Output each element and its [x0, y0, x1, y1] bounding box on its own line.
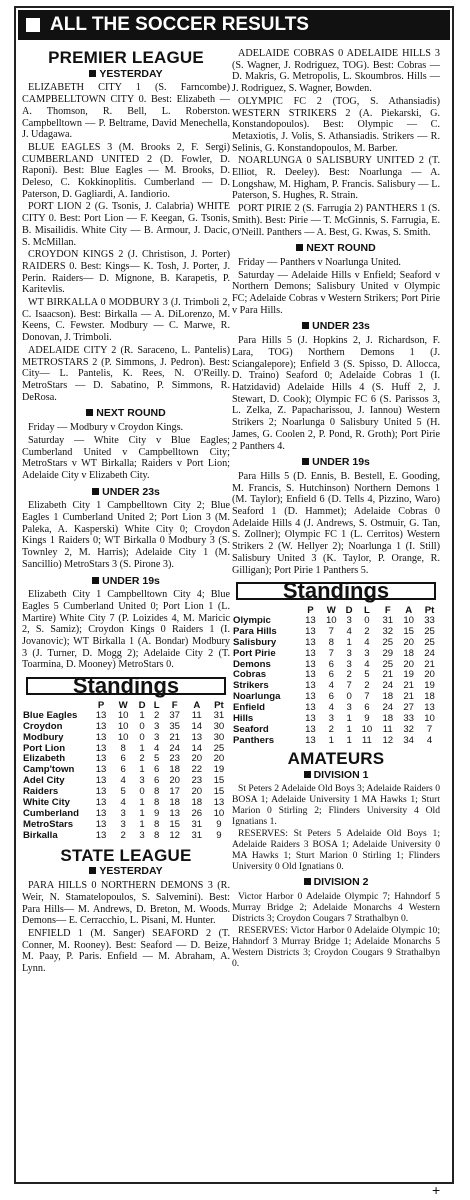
standings-cell: 3	[346, 702, 352, 714]
standings-cell: 12	[169, 829, 180, 841]
standings-cell: 13	[305, 625, 316, 637]
team-name: Raiders	[23, 786, 59, 798]
standings-cell: 13	[305, 658, 316, 670]
standings-cell: 6	[154, 764, 160, 776]
standings-cell: 13	[424, 702, 435, 714]
standings-row	[232, 649, 440, 660]
standings-cell: 0	[139, 720, 145, 732]
team-name: Cumberland	[23, 808, 79, 820]
standings-column-header: W	[326, 604, 336, 616]
standings-cell: 8	[120, 742, 126, 754]
standings-cell: 37	[169, 709, 180, 721]
standings-cell: 13	[95, 786, 107, 798]
standings-cell: 32	[382, 625, 394, 637]
standings-cell: 10	[117, 720, 129, 732]
standings-cell: 9	[216, 818, 222, 830]
team-name: Enfield	[233, 702, 265, 714]
standings-cell: 13	[95, 797, 107, 809]
result-paragraph: RESERVES: Victor Harbor 0 Adelaide Olympic 10; Hahndorf 3 Murray Bridge 1; Adelaide Monarchs 5 Western Districts 3; Croydon Cougars 9 Strathalbyn 0.	[232, 924, 440, 969]
standings-cell: 34	[403, 734, 414, 746]
standings-cell: 25	[424, 625, 435, 637]
amateurs-title: AMATEURS	[287, 748, 385, 768]
standings-cell: 13	[95, 764, 107, 776]
standings-cell: 2	[154, 709, 160, 721]
standings-cell: 24	[382, 680, 394, 692]
standings-cell: 9	[216, 829, 222, 841]
division2-heading: DIVISION 2	[232, 877, 440, 889]
standings-cell: 30	[213, 720, 225, 732]
team-name: Panthers	[233, 734, 275, 746]
standings-cell: 13	[95, 720, 107, 732]
standings-cell: 3	[154, 731, 160, 743]
premier-standings-title: Standings	[26, 677, 226, 695]
team-name: Elizabeth	[23, 753, 66, 765]
standings-cell: 4	[120, 775, 126, 787]
standings-cell: 2	[364, 680, 370, 692]
standings-cell: 21	[424, 658, 435, 670]
square-bullet-icon	[26, 18, 40, 32]
result-paragraph: Saturday — Adelaide Hills v Enfield; Seaford v Northern Demons; Salisbury United v Olympic FC; Adelaide Cobras v Western Strikers; Port Pirie v Para Hills.	[232, 269, 440, 316]
result-paragraph: Elizabeth City 1 Campbelltown City 2; Blue Eagles 1 Cumberland United 2; Port Lion 3 (M. Paleka, A. Kasperski) White City 0; Croydon Kings 1 Raiders 0; WT Birkalla 0 Modbury 3 (S. Townley 2, M. Harris); Adelaide City 1 (M. Sancillio) MetroStars 3 (S. Pirone 3).	[22, 500, 230, 570]
standings-cell: 13	[305, 680, 316, 692]
result-paragraph: RESERVES: St Peters 5 Adelaide Old Boys 1; Adelaide Raiders 3 BOSA 1; Adelaide University 0 MA Hawks 1; Sturt Marion 0 Stirling 1; Flinders University 0 Old Ignatians 0.	[232, 828, 440, 873]
standings-cell: 23	[169, 753, 180, 765]
standings-cell: 13	[305, 669, 316, 681]
state-next-round-fixtures	[232, 257, 440, 317]
result-paragraph: NOARLUNGA 0 SALISBURY UNITED 2 (T. Elliot, R. Deeley). Best: Noarlunga — A. Longshaw, M. Higham, P. Francis. Salisbury — L. Paterson, S. Hughes, R. Strain.	[232, 155, 440, 202]
standings-cell: 13	[305, 647, 316, 659]
premier-next-round-fixtures	[22, 422, 230, 482]
result-paragraph: Elizabeth City 1 Campbelltown City 4; Blue Eagles 5 Cumberland United 0; Port Lion 1 (L. Martire) White City 7 (P. Loizides 4, M. Maricic 2, S. Samiz); Croydon Kings 0 Raiders 1 (I. Jovanovic); WT Birkalla 1 (A. Bondar) Modbury 3 (J. Turner, D. Mogg 2); Adelaide City 2 (T. Toarmina, D. Mooney) MetroStars 0.	[22, 589, 230, 671]
standings-cell: 4	[346, 625, 352, 637]
standings-cell: 13	[305, 636, 316, 648]
standings-cell: 7	[364, 691, 370, 703]
team-name: Birkalla	[23, 829, 58, 841]
premier-yesterday-results	[22, 82, 230, 403]
results-banner	[18, 10, 450, 40]
standings-cell: 23	[191, 775, 203, 787]
standings-cell: 33	[403, 713, 414, 725]
left-column	[22, 48, 230, 976]
premier-under23-heading: UNDER 23s	[22, 487, 230, 499]
standings-cell: 1	[139, 764, 145, 776]
standings-cell: 10	[325, 614, 337, 626]
premier-standings-table	[22, 700, 230, 842]
standings-cell: 13	[95, 753, 107, 765]
standings-cell: 15	[213, 786, 225, 798]
standings-cell: 1	[346, 724, 352, 735]
standings-cell: 1	[346, 713, 352, 725]
standings-cell: 6	[364, 702, 370, 714]
standings-cell: 10	[403, 614, 414, 626]
standings-cell: 19	[403, 669, 414, 681]
standings-cell: 25	[424, 636, 435, 648]
standings-cell: 12	[382, 734, 394, 746]
standings-column-header: P	[307, 604, 314, 616]
standings-cell: 24	[424, 647, 435, 659]
standings-cell: 18	[169, 797, 180, 809]
standings-column-header: Pt	[424, 604, 435, 616]
standings-column-header: L	[153, 699, 160, 711]
standings-cell: 0	[364, 614, 370, 626]
standings-column-header: A	[405, 604, 413, 616]
standings-cell: 13	[305, 614, 316, 626]
standings-cell: 13	[305, 713, 316, 725]
team-name: Seaford	[233, 724, 269, 735]
standings-cell: 2	[346, 669, 352, 681]
result-paragraph: OLYMPIC FC 2 (TOG, S. Athansiadis) WESTERN STRIKERS 2 (A. Piekarski, G. Konstandopoulos). Best: Olympic — C. Metaxiotis, J. Volis, S. Athansiadis. Strikers — R. Selinis, G. Konstandopoulos, M. Barber.	[232, 95, 440, 154]
standings-cell: 3	[364, 647, 370, 659]
standings-cell: 21	[169, 731, 180, 743]
standings-cell: 1	[139, 808, 145, 820]
standings-cell: 25	[382, 636, 394, 648]
team-name: Para Hills	[233, 625, 277, 637]
standings-column-header: F	[171, 699, 178, 711]
result-paragraph: BLUE EAGLES 3 (M. Brooks 2, F. Sergi) CUMBERLAND UNITED 2 (D. Fowler, D. Raponi). Best: Blue Eagles — M. Brooks, D. Deleso, C. Kokkinoplitis. Cumberland — D. Paterson, D. Gagliardi, A. Iandiorio.	[22, 141, 230, 200]
result-paragraph: Friday — Panthers v Noarlunga United.	[238, 256, 401, 268]
standings-cell: 31	[382, 614, 394, 626]
standings-cell: 1	[139, 709, 145, 721]
state-standings-table	[232, 605, 440, 747]
standings-column-header: D	[345, 604, 353, 616]
standings-cell: 8	[154, 829, 160, 841]
standings-cell: 4	[426, 734, 433, 746]
standings-cell: 11	[382, 724, 393, 735]
team-name: Modbury	[23, 731, 64, 743]
standings-cell: 13	[213, 797, 225, 809]
result-paragraph: ADELAIDE CITY 2 (R. Saraceno, L. Pantelis) METROSTARS 2 (P. Simmons, J. Pedron). Best: City— L. Pantelis, K. Rees, N. O'Reilly. MetroStars — D. Sabatino, P. Simmons, R. DeRosa.	[22, 344, 230, 403]
team-name: MetroStars	[23, 818, 74, 830]
division1-results	[232, 783, 440, 872]
standings-cell: 8	[154, 818, 160, 830]
standings-cell: 6	[328, 658, 334, 670]
division2-results	[232, 891, 440, 969]
standings-cell: 6	[328, 669, 334, 681]
standings-cell: 13	[95, 818, 107, 830]
standings-cell: 1	[139, 797, 145, 809]
team-name: Port Lion	[23, 742, 66, 754]
standings-cell: 3	[139, 775, 145, 787]
standings-cell: 1	[139, 742, 145, 754]
standings-cell: 2	[364, 625, 370, 637]
standings-cell: 7	[426, 724, 433, 735]
standings-cell: 30	[213, 731, 225, 743]
standings-cell: 6	[328, 691, 334, 703]
standings-cell: 20	[424, 669, 435, 681]
standings-cell: 13	[305, 691, 316, 703]
banner-title: ALL THE SOCCER RESULTS	[50, 14, 309, 35]
team-name: Noarlunga	[233, 691, 281, 703]
standings-cell: 7	[328, 647, 334, 659]
result-paragraph: PORT LION 2 (G. Tsonis, J. Calabria) WHITE CITY 0. Best: Port Lion — F. Keegan, G. Tsonis, B. Misailidis. White City — B. Armour, J. Dacic, S. McMillan.	[22, 201, 230, 248]
state-yesterday-results	[22, 880, 230, 975]
standings-cell: 13	[305, 734, 316, 746]
standings-cell: 6	[120, 753, 126, 765]
premier-under23-results	[22, 500, 230, 570]
result-paragraph: Friday — Modbury v Croydon Kings.	[28, 422, 184, 434]
standings-cell: 13	[305, 724, 316, 735]
standings-cell: 18	[169, 764, 180, 776]
standings-cell: 7	[346, 680, 352, 692]
standings-cell: 2	[139, 753, 145, 765]
standings-column-header: F	[384, 604, 391, 616]
state-under19-results	[232, 471, 440, 576]
standings-cell: 4	[120, 797, 126, 809]
standings-cell: 8	[328, 636, 334, 648]
result-paragraph: CROYDON KINGS 2 (J. Christison, J. Porter) RAIDERS 0. Best: Kings— K. Tosh, J. Porter, J. Perin. Raiders— D. Mignone, B. Karapetis, P. Karitevlis.	[22, 249, 230, 296]
standings-cell: 31	[213, 709, 225, 721]
standings-cell: 11	[361, 734, 372, 746]
standings-column-header: D	[138, 699, 146, 711]
state-next-round-heading: NEXT ROUND	[232, 243, 440, 255]
team-name: Croydon	[23, 720, 63, 732]
standings-row	[22, 831, 230, 842]
standings-cell: 22	[191, 764, 203, 776]
standings-cell: 4	[154, 742, 160, 754]
standings-column-header: W	[118, 699, 128, 711]
standings-cell: 20	[213, 753, 225, 765]
standings-cell: 13	[191, 731, 203, 743]
standings-cell: 33	[424, 614, 435, 626]
standings-column-header: Pt	[214, 699, 224, 711]
standings-cell: 1	[346, 734, 352, 746]
standings-cell: 5	[154, 753, 160, 765]
division1-heading: DIVISION 1	[232, 770, 440, 782]
standings-cell: 4	[364, 658, 370, 670]
standings-cell: 14	[191, 742, 203, 754]
standings-cell: 21	[403, 691, 414, 703]
premier-under19-results	[22, 589, 230, 671]
standings-cell: 13	[95, 829, 107, 841]
standings-cell: 15	[403, 625, 414, 637]
standings-cell: 35	[169, 720, 180, 732]
standings-cell: 13	[305, 702, 316, 714]
standings-cell: 18	[382, 713, 394, 725]
state-under23-heading: UNDER 23s	[232, 321, 440, 333]
standings-cell: 20	[191, 753, 203, 765]
standings-cell: 1	[139, 818, 145, 830]
standings-cell: 31	[191, 829, 203, 841]
standings-cell: 10	[117, 709, 129, 721]
result-paragraph: ENFIELD 1 (M. Sanger) SEAFORD 2 (T. Conner, M. Rooney). Best: Seaford — D. Beize, M. Paay, P. Paris. Enfield — M. Abraham, A. Lynn.	[22, 927, 230, 975]
standings-cell: 27	[403, 702, 414, 714]
standings-cell: 13	[95, 731, 107, 743]
standings-cell: 3	[120, 818, 126, 830]
result-paragraph: Para Hills 5 (J. Hopkins 2, J. Richardson, F. Lara, TOG) Northern Demons 1 (J. Sciangalepore); Enfield 3 (S. Spisso, D. Allocca, D. Traino) Seaford 0; Adelaide Cobras 1 (I. Hatzidavid) Adelaide Hills 4 (S. Huff 2, J. Stewart, D. Cook); Olympic FC 6 (S. Parissos 3, L. Zelka, Z. Papacharissou, J. Iannou) Western Strikers 2; Noarlunga 0 Salisbury United 5 (H. James, G. Coolen 2, P. Pond, R. Groth); Port Pirie 2 Panthers 4.	[232, 335, 440, 452]
standings-cell: 3	[346, 647, 352, 659]
standings-cell: 3	[328, 713, 334, 725]
state-under23-results	[232, 335, 440, 452]
result-paragraph: Victor Harbor 0 Adelaide Olympic 7; Hahndorf 5 Murray Bridge 2; Adelaide Monarchs 4 Western Districts 3; Croydon Cougars 7 Strathalbyn 0.	[232, 890, 440, 924]
standings-cell: 25	[213, 742, 225, 754]
standings-cell: 2	[328, 724, 334, 735]
standings-cell: 32	[403, 724, 414, 735]
standings-cell: 20	[403, 658, 414, 670]
standings-cell: 1	[346, 636, 352, 648]
standings-cell: 13	[95, 709, 107, 721]
result-paragraph: WT BIRKALLA 0 MODBURY 3 (J. Trimboli 2, C. Isaacson). Best: Birkalla — A. DiLorenzo, M. Keens, C. Fewster. Modbury — C. Marwe, R. Donovan, J. Trimboli.	[22, 297, 230, 344]
standings-cell: 18	[424, 691, 435, 703]
standings-row	[232, 736, 440, 747]
state-yesterday-results-cont	[232, 48, 440, 238]
standings-cell: 15	[169, 818, 180, 830]
standings-cell: 3	[154, 720, 160, 732]
team-name: Strikers	[233, 680, 269, 692]
standings-cell: 13	[95, 808, 107, 820]
standings-cell: 4	[364, 636, 370, 648]
standings-cell: 18	[191, 797, 203, 809]
standings-cell: 13	[95, 775, 107, 787]
standings-cell: 13	[95, 742, 107, 754]
premier-under19-heading: UNDER 19s	[22, 576, 230, 588]
standings-cell: 0	[346, 691, 352, 703]
team-name: Blue Eagles	[23, 709, 78, 721]
standings-cell: 21	[382, 669, 394, 681]
team-name: Port Pirie	[233, 647, 276, 659]
standings-cell: 15	[213, 775, 225, 787]
standings-cell: 13	[169, 808, 180, 820]
standings-cell: 9	[364, 713, 370, 725]
standings-cell: 11	[191, 709, 202, 721]
standings-cell: 24	[169, 742, 180, 754]
state-league-title: STATE LEAGUE	[60, 845, 192, 865]
standings-cell: 4	[328, 702, 334, 714]
state-yesterday-heading: YESTERDAY	[22, 866, 230, 878]
standings-cell: 19	[424, 680, 435, 692]
standings-cell: 18	[382, 691, 394, 703]
result-paragraph: ADELAIDE COBRAS 0 ADELAIDE HILLS 3 (S. Wagner, J. Rodriguez, TOG). Best: Cobras — D. Makris, G. Metropolis, L. Skoumbros. Hills — J. Rodriguez, S. Wagner, Bowden.	[232, 48, 440, 95]
standings-cell: 3	[139, 829, 145, 841]
standings-cell: 1	[328, 734, 334, 746]
plus-mark: +	[432, 1182, 441, 1198]
standings-cell: 3	[346, 614, 352, 626]
standings-cell: 20	[169, 775, 180, 787]
standings-cell: 8	[154, 786, 160, 798]
standings-cell: 3	[346, 658, 352, 670]
standings-cell: 25	[382, 658, 394, 670]
state-under19-heading: UNDER 19s	[232, 457, 440, 469]
standings-cell: 5	[120, 786, 126, 798]
standings-cell: 20	[191, 786, 203, 798]
result-paragraph: Saturday — White City v Blue Eagles; Cumberland United v Campbelltown City; MetroStars v WT Birkalla; Raiders v Port Lion; Adelaide City v Elizabeth City.	[22, 434, 230, 481]
standings-cell: 10	[117, 731, 129, 743]
standings-cell: 4	[328, 680, 334, 692]
standings-cell: 2	[120, 829, 126, 841]
standings-column-header: P	[97, 699, 105, 711]
team-name: Demons	[233, 658, 271, 670]
standings-cell: 0	[139, 731, 145, 743]
standings-cell: 17	[169, 786, 180, 798]
premier-league-title: PREMIER LEAGUE	[48, 48, 204, 67]
standings-column-header: L	[363, 604, 370, 616]
standings-cell: 10	[424, 713, 435, 725]
standings-cell: 24	[382, 702, 394, 714]
team-name: Salisbury	[233, 636, 277, 648]
standings-row	[22, 733, 230, 744]
standings-cell: 20	[403, 636, 414, 648]
team-name: Camp'town	[23, 764, 75, 776]
standings-cell: 0	[139, 786, 145, 798]
standings-cell: 3	[120, 808, 126, 820]
standings-cell: 6	[154, 775, 160, 787]
state-standings-title: Standings	[236, 582, 436, 600]
standings-cell: 8	[154, 797, 160, 809]
premier-next-round-heading: NEXT ROUND	[22, 408, 230, 420]
standings-cell: 9	[154, 808, 160, 820]
standings-cell: 26	[191, 808, 203, 820]
team-name: Hills	[233, 713, 254, 725]
result-paragraph: St Peters 2 Adelaide Old Boys 3; Adelaide Raiders 0 BOSA 1; Adelaide University 1 MA Hawks 1; Sturt Marion 0 Stirling 2; Flinders University 4 Old Ignatians 1.	[232, 783, 440, 828]
standings-cell: 14	[191, 720, 203, 732]
team-name: Adel City	[23, 775, 65, 787]
team-name: White City	[23, 797, 70, 809]
standings-cell: 10	[361, 724, 373, 735]
standings-cell: 29	[382, 647, 394, 659]
standings-cell: 10	[213, 808, 225, 820]
result-paragraph: PORT PIRIE 2 (S. Farrugia 2) PANTHERS 1 (S. Smith). Best: Pirie — T. McGinnis, S. Farrugia, E. O'Neill. Panthers — A. Best, G. Kwas, S. Smith.	[232, 203, 440, 238]
team-name: Olympic	[233, 614, 271, 626]
result-paragraph: PARA HILLS 0 NORTHERN DEMONS 3 (R. Weir, N. Stamatelopoulos, S. Salvemini). Best: Para Hills— M. Andrews, D. Breton, M. Woods. Demons— E. Cerracchio, L. Pisani, M. Hunter.	[22, 880, 230, 927]
team-name: Cobras	[233, 669, 267, 681]
standings-cell: 5	[364, 669, 370, 681]
standings-cell: 19	[213, 764, 225, 776]
standings-cell: 6	[120, 764, 126, 776]
standings-cell: 21	[403, 680, 414, 692]
standings-column-header: A	[193, 699, 201, 711]
standings-cell: 31	[191, 818, 203, 830]
result-paragraph: ELIZABETH CITY 1 (S. Farncombe) CAMPBELLTOWN CITY 0. Best: Elizabeth — A. Thomson, R. Bell, L. Roberston. Campbelltown — P. Beltrame, David Menechella, J. Udagawa.	[22, 82, 230, 141]
standings-cell: 7	[328, 625, 334, 637]
result-paragraph: Para Hills 5 (D. Ennis, B. Bestell, E. Gooding, M. Francis, S. Hutchinson) Northern Demons 1 (M. Taylor); Enfield 6 (D. Tells 4, Pizzino, Waro) Seaford 1 (D. Hammet); Adelaide Cobras 0 Adelaide Hills 4 (J. Andrews, S. Ostmuir, G. Tan, S. Zollner); Olympic FC 1 (L. Cerritos) Western Strikers 2 (W. Hellyer 2); Noarlunga 1 (I. Still) Salisbury United 3 (K. Taylor, P. Orange, R. Gilligan); Port Pirie 1 Panthers 5.	[232, 470, 440, 576]
right-column	[232, 48, 440, 970]
premier-yesterday-heading: YESTERDAY	[22, 69, 230, 81]
standings-cell: 18	[403, 647, 414, 659]
